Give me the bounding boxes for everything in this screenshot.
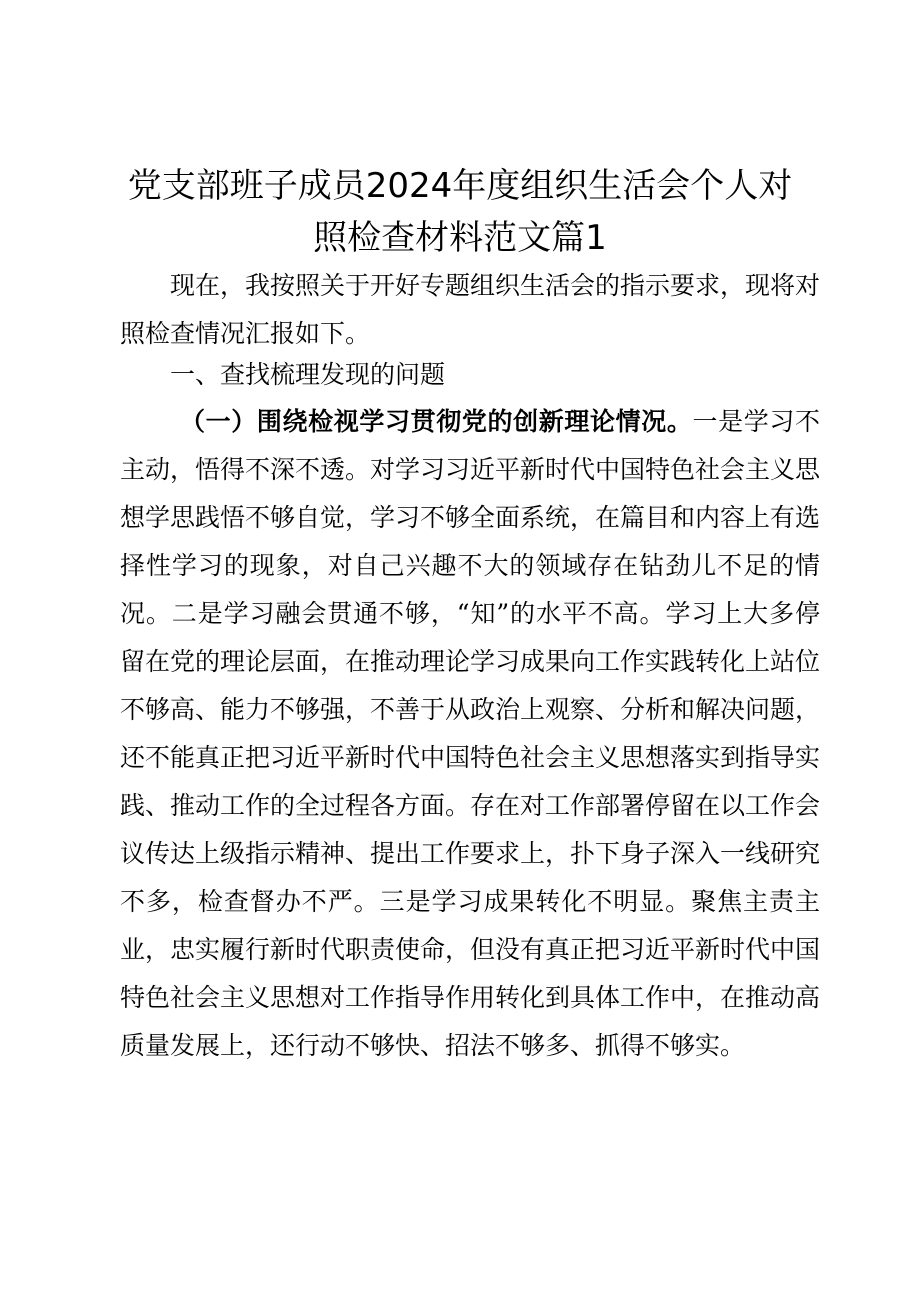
document-title-line-1: 党支部班子成员2024年度组织生活会个人对 bbox=[127, 166, 793, 206]
subsection-1-body: 一是学习不主动，悟得不深不透。对学习习近平新时代中国特色社会主义思想学思践悟不够自觉，学习不够全面系统，在篇目和内容上有选择性学习的现象，对自己兴趣不大的领域存在钻劲儿不足的情况。二是学习融会贯通不够，“知”的水平不高。学习上大多停留在党的理论层面，在推动理论学习成果向工作实践转化上站位不够高、能力不够强，不善于从政治上观察、分析和解决问题，还不能真正把习近平新时代中国特色社会主义思想落实到指导实践、推动工作的全过程各方面。存在对工作部署停留在以工作会议传达上级指示精神、提出工作要求上，扑下身子深入一线研究不多，检查督办不严。三是学习成果转化不明显。聚焦主责主业，忠实履行新时代职责使命，但没有真正把习近平新时代中国特色社会主义思想对工作指导作用转化到具体工作中，在推动高质量发展上，还行动不够快、招法不够多、抓得不够实。 bbox=[120, 407, 821, 1060]
document-title-line-2: 照检查材料范文篇1 bbox=[313, 218, 607, 258]
section-1-heading: 一、查找梳理发现的问题 bbox=[170, 360, 446, 389]
subsection-1-paragraph bbox=[120, 398, 820, 1070]
intro-paragraph: 现在，我按照关于开好专题组织生活会的指示要求，现将对照检查情况汇报如下。 bbox=[120, 271, 821, 348]
subsection-1-lead: （一）围绕检视学习贯彻党的创新理论情况。 bbox=[180, 407, 693, 436]
